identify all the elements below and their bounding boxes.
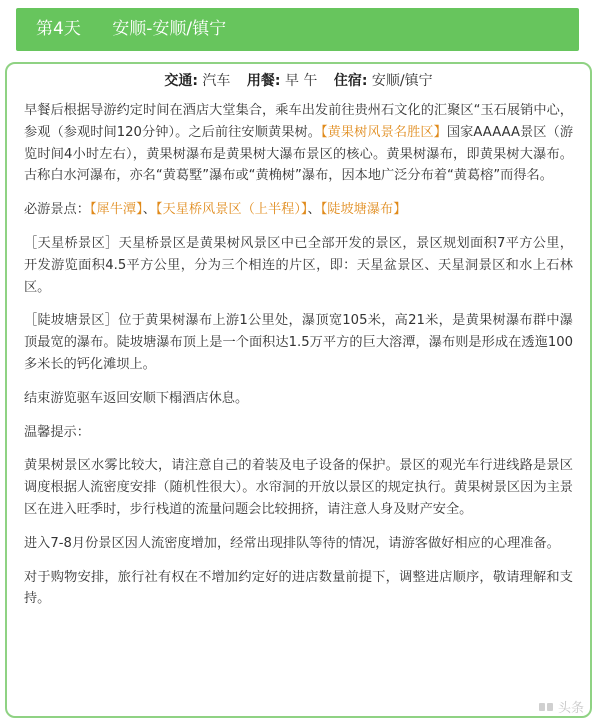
paragraph-must-see (24, 199, 573, 221)
intro-text-b: 国家AAAAA景区（游览时间4小时左右），黄果树瀑布是黄果树大瀑布景区的核心。黄果树瀑布，即黄果树大瀑布。古称白水河瀑布，亦名“黄葛墅”瀑布或“黄桷树”瀑布，因本地广泛分布着“黄葛榕”而得名。 (24, 124, 574, 184)
watermark (538, 697, 584, 716)
must-see-separator-2: 、 (307, 202, 321, 218)
paragraph-tips-mist: 黄果树景区水雾比较大，请注意自己的着装及电子设备的保护。景区的观光车行进线路是景区调度根据人流密度安排（随机性很大）。水帘洞的开放以景区的规定执行。黄果树景区因为主景区在进入旺季时，步行栈道的流量问题会比较拥挤，请注意人身及财产安全。 (24, 458, 573, 517)
meals-label: 用餐: (246, 73, 281, 89)
paragraph-tips-heading: 温馨提示： (24, 424, 90, 440)
itinerary-card (5, 62, 592, 718)
paragraph-tianxingqiao: ［天星桥景区］天星桥景区是黄果树风景区中已全部开发的景区，景区规划面积7平方公里，开发游览面积4.5平方公里，分为三个相连的片区，即：天星盆景区、天星洞景区和水上石林区。 (24, 235, 573, 295)
day-number: 第4天 (36, 19, 81, 39)
lodging-value: 安顺/镇宁 (371, 73, 433, 89)
paragraph-tips-shopping: 对于购物安排，旅行社有权在不增加约定好的进店数量前提下，调整进店顺序，敬请理解和支持。 (24, 569, 573, 607)
paragraph-return: 结束游览驱车返回安顺下榻酒店休息。 (24, 390, 249, 406)
meals-value: 早 午 (284, 73, 318, 89)
must-see-separator-1: 、 (142, 202, 156, 218)
transport-label: 交通: (164, 73, 198, 89)
day-route: 安顺-安顺/镇宁 (112, 19, 227, 39)
must-see-item-2[interactable]: 【天星桥风景区（上半程）】 (155, 202, 308, 218)
huangguoshu-link[interactable]: 【黄果树风景名胜区】 (320, 124, 447, 140)
paragraph-tips-peak: 进入7-8月份景区因人流密度增加，经常出现排队等待的情况，请游客做好相应的心理准备。 (24, 535, 560, 551)
transport-value: 汽车 (202, 73, 231, 89)
must-see-item-3[interactable]: 【陡坡塘瀑布】 (320, 202, 407, 218)
must-see-item-1[interactable]: 【犀牛潭】 (89, 202, 143, 218)
must-see-label: 必游景点： (24, 202, 90, 218)
day-header (16, 8, 579, 51)
watermark-logo-icon (538, 701, 554, 713)
paragraph-intro (24, 100, 573, 187)
lodging-label: 住宿: (333, 73, 368, 89)
intro-text-a: 早餐后根据导游约定时间在酒店大堂集合，乘车出发前往贵州石文化的汇聚区“玉石展销中心，参观（参观时间120分钟）。之后前往安顺黄果树。 (24, 103, 573, 140)
trip-info-line (24, 70, 573, 92)
watermark-text: 头条 (557, 701, 584, 716)
paragraph-doupotang: ［陡坡塘景区］位于黄果树瀑布上游1公里处，瀑顶宽105米，高21米，是黄果树瀑布群中瀑顶最宽的瀑布。陡坡塘瀑布顶上是一个面积达1.5万平方的巨大溶潭，瀑布则是形成在透迤100多米长的钙化滩坝上。 (24, 313, 573, 372)
